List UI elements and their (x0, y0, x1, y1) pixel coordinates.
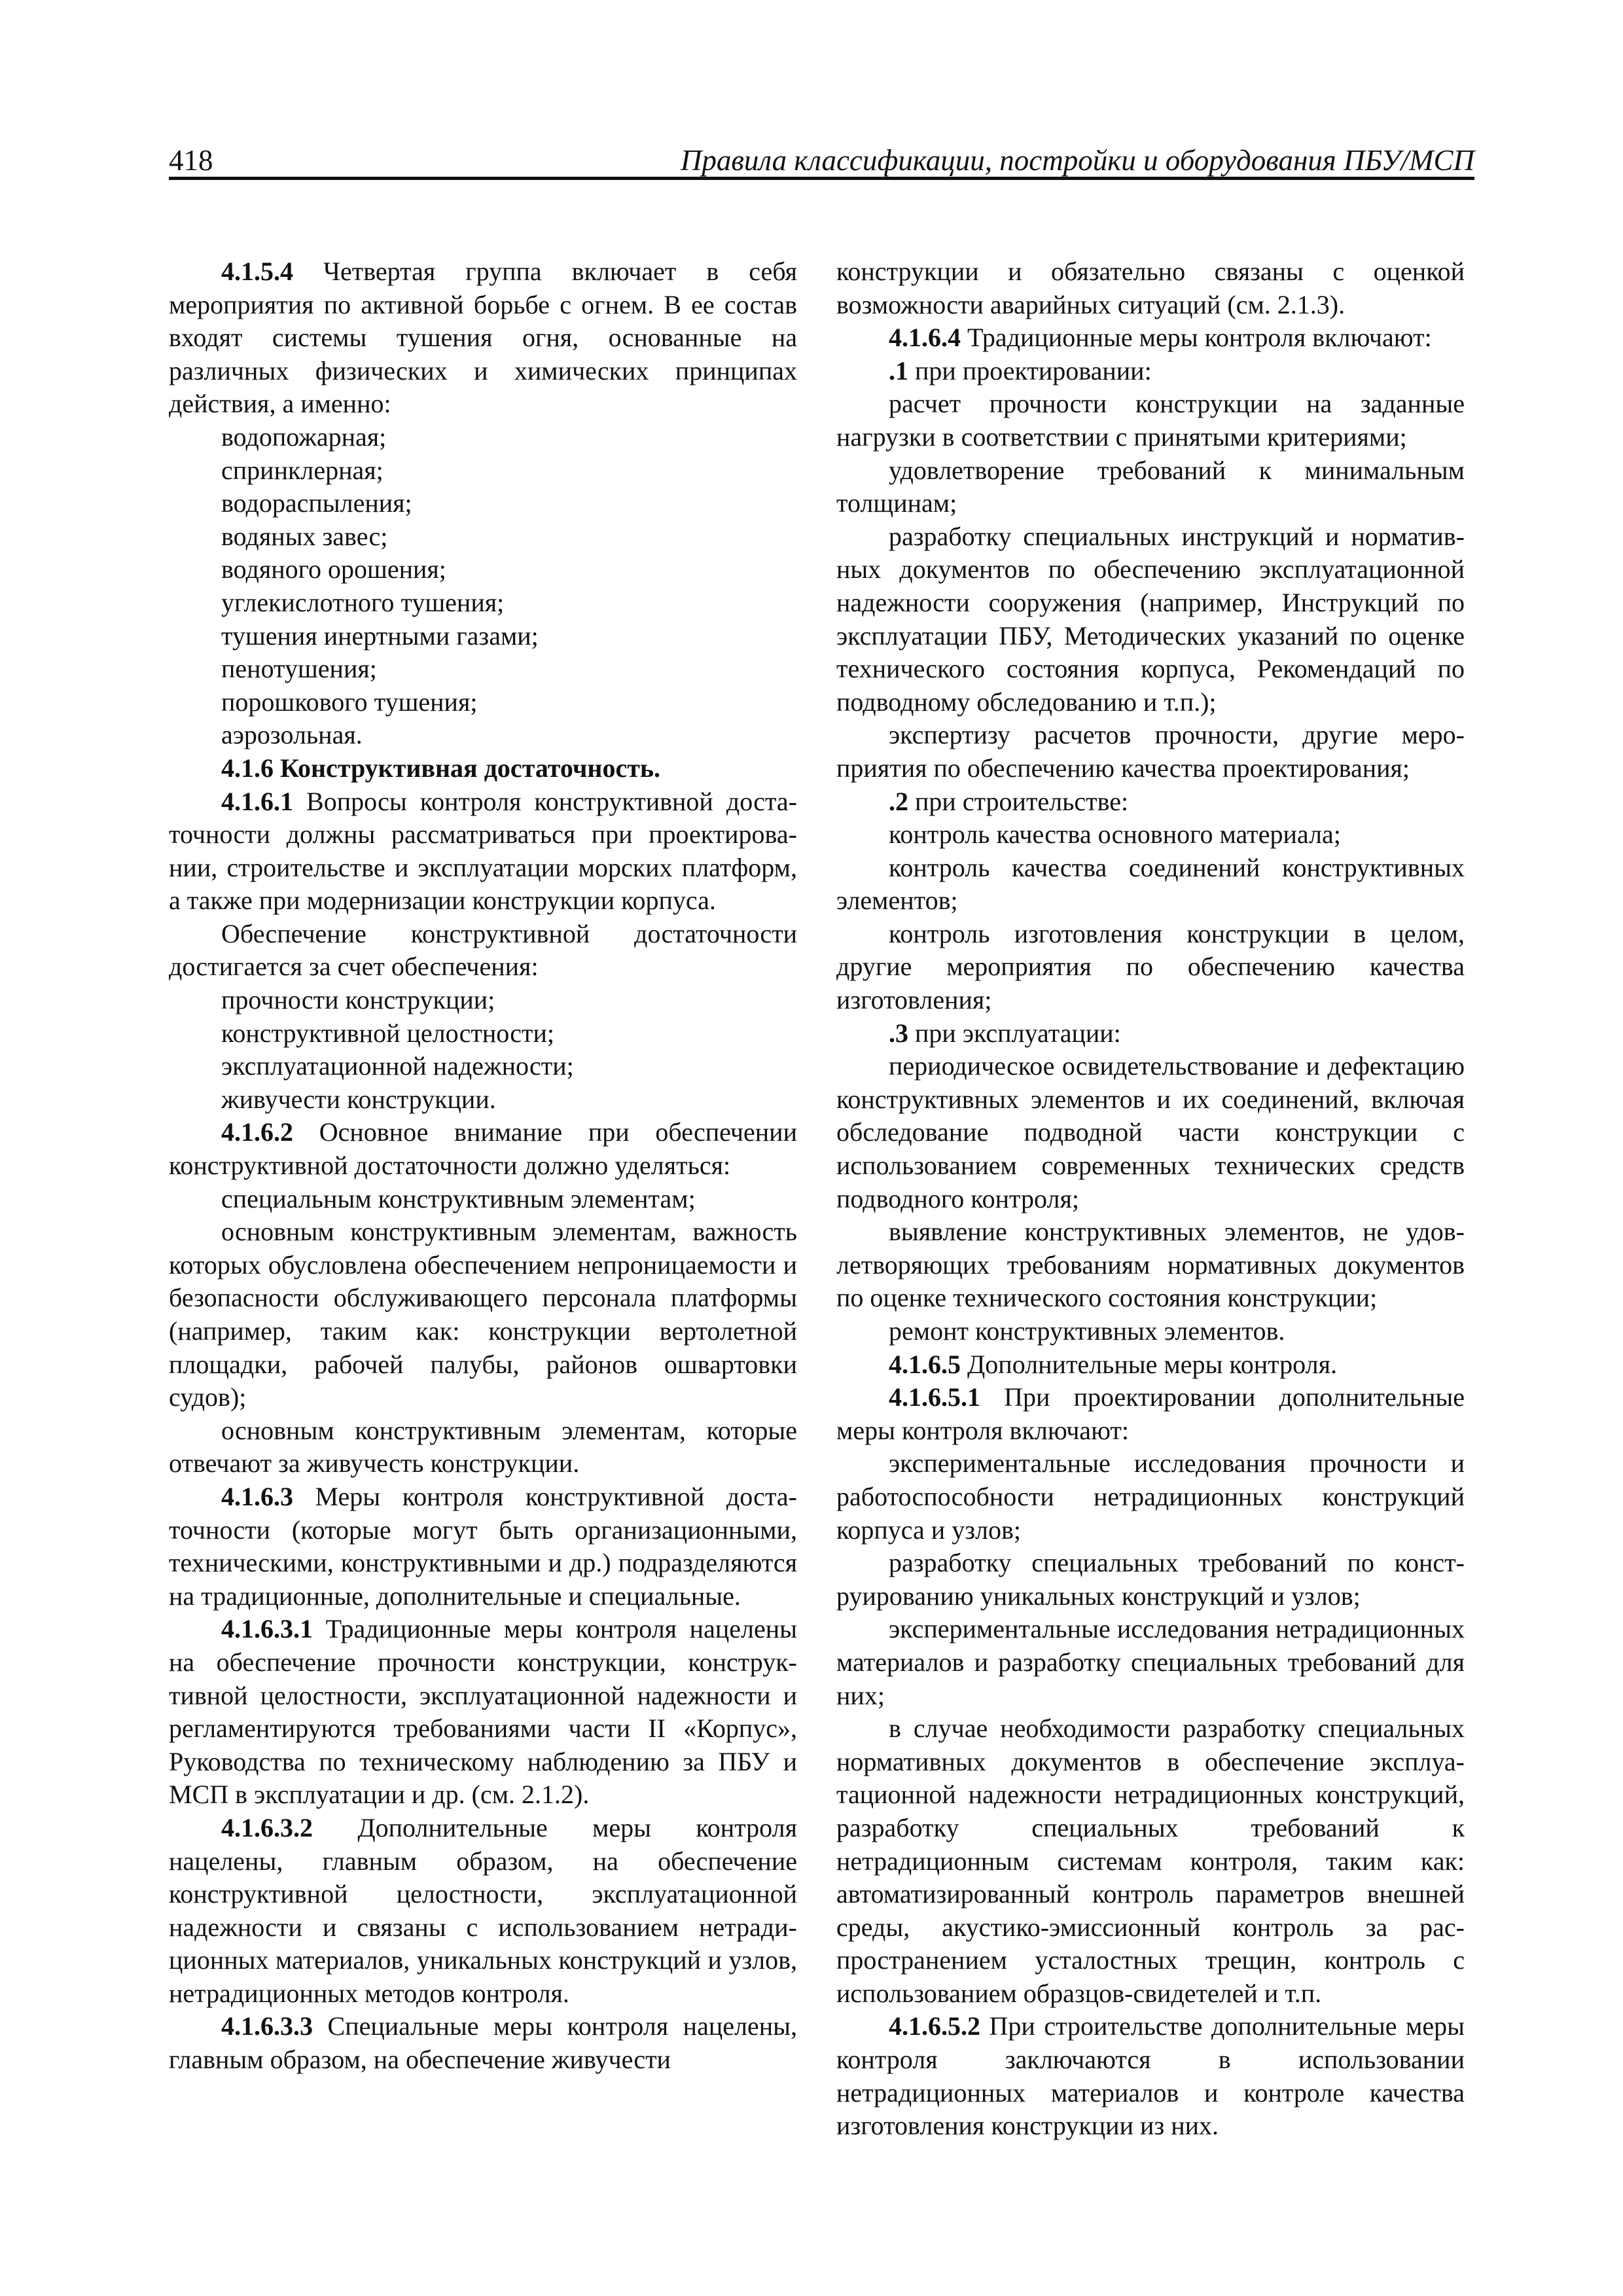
clause-number: .1 (889, 355, 908, 386)
paragraph-text: При проектировании дополнительные меры контроля включают: (836, 1382, 1465, 1445)
paragraph (836, 387, 1465, 454)
paragraph (836, 454, 1465, 520)
paragraph-text: Традиционные меры контроля включают: (961, 323, 1432, 353)
paragraph (836, 1348, 1465, 1382)
paragraph (836, 2010, 1465, 2142)
clause-number: 4.1.6.5.1 (889, 1382, 980, 1412)
paragraph (169, 1017, 797, 1050)
paragraph (836, 1017, 1465, 1050)
paragraph-text: расчет прочности конструкции на заданные нагрузки в соответствии с принятыми критериями; (836, 389, 1465, 452)
paragraph-text: основным конструктивным элементам, важность которых обусловлена обеспечением непроницаемости и безопасности обслуживающего персонала платформы (например, таким как: конструкции вертолетной площадки, рабочей палубы, районов ошвартовки судов); (169, 1217, 797, 1412)
paragraph (169, 487, 797, 520)
paragraph-text: в случае необходимости разработку специальных нормативных документов в обеспечение эксплуатационной надежности нетрадиционных конструкций, разработку специальных требований к нетрадиционным системам контроля, таким как: автоматизированный контроль параметров внешней среды, акустико-эмиссионный контроль за распространением усталостных трещин, контроль с использованием образцов-свидетелей и т.п. (836, 1713, 1465, 2008)
paragraph-text: пенотушения; (221, 654, 377, 684)
clause-number: 4.1.6.4 (889, 323, 961, 353)
paragraph (836, 918, 1465, 1017)
paragraph-text: при проектировании: (908, 355, 1152, 386)
left-column (169, 255, 797, 2077)
paragraph (169, 653, 797, 686)
paragraph-text: живучести конструкции. (221, 1084, 496, 1114)
paragraph-text: спринклерная; (221, 455, 383, 485)
paragraph-text: тушения инертными газами; (221, 620, 539, 651)
paragraph (169, 984, 797, 1017)
clause-number: 4.1.6.3.3 (221, 2011, 313, 2041)
paragraph-text: водяных завес; (221, 521, 388, 551)
paragraph (836, 321, 1465, 355)
paragraph-text: при строительстве: (908, 786, 1129, 816)
paragraph (169, 620, 797, 653)
paragraph (169, 752, 797, 785)
header-rule (169, 177, 1474, 180)
paragraph (169, 255, 797, 421)
right-column (836, 255, 1465, 2143)
clause-number: 4.1.6.3.1 (221, 1614, 313, 1644)
paragraph-text: выявление конструктивных элементов, не удовлетворяющих требованиям нормативных документов по оценке технического состояния конструкции; (836, 1217, 1465, 1313)
clause-number: 4.1.6 Конструктивная достаточность. (221, 753, 661, 783)
paragraph-text: разработку специальных требований по конструированию уникальных конструкций и узлов; (836, 1548, 1465, 1611)
paragraph-text: Четвертая группа включает в себя мероприятия по активной борьбе с огнем. В ее состав входят системы тушения огня, основанные на различных физических и химических принципах действия, а именно: (169, 257, 797, 419)
paragraph-text: специальным конструктивным элементам; (221, 1183, 696, 1213)
paragraph (836, 1547, 1465, 1613)
paragraph-text: контроль качества соединений конструктивных элементов; (836, 852, 1465, 916)
paragraph-text: порошкового тушения; (221, 687, 478, 717)
paragraph (836, 1447, 1465, 1547)
paragraph-text: контроль качества основного материала; (889, 819, 1341, 850)
clause-number: 4.1.6.3.2 (221, 1812, 313, 1842)
paragraph-text: водопожарная; (221, 422, 387, 452)
paragraph-text: при эксплуатации: (908, 1018, 1121, 1048)
paragraph (836, 1381, 1465, 1447)
paragraph (836, 1613, 1465, 1712)
paragraph-text: водораспыления; (221, 488, 412, 518)
paragraph (169, 1812, 797, 2011)
paragraph-text: разработку специальных инструкций и нормативных документов по обеспечению эксплуатационной надежности сооружения (например, Инструкций по эксплуатации ПБУ, Методических указаний по оценке технического состояния корпуса, Рекомендаций по подводному обследованию и т.п.); (836, 521, 1465, 717)
paragraph-text: водяного орошения; (221, 554, 446, 584)
paragraph (169, 1480, 797, 1613)
paragraph (836, 1215, 1465, 1315)
paragraph (836, 355, 1465, 388)
paragraph (836, 1050, 1465, 1215)
clause-number: 4.1.6.2 (221, 1117, 293, 1147)
paragraph (169, 1613, 797, 1812)
page-header (169, 141, 1474, 180)
paragraph-text: При строительстве дополнительные меры контроля заключаются в использовании нетрадиционных материалов и контроле качества изготовления конструкции из них. (836, 2011, 1465, 2141)
paragraph-text: ремонт конструктивных элементов. (889, 1316, 1285, 1346)
clause-number: .2 (889, 786, 908, 816)
paragraph-text: конструктивной целостности; (221, 1018, 555, 1048)
paragraph-text: Вопросы контроля конструктивной достаточности должны рассматриваться при проектировании, строительстве и эксплуатации морских платформ, а также при модернизации конструкции корпуса. (169, 786, 797, 916)
paragraph (169, 454, 797, 488)
paragraph (836, 818, 1465, 852)
paragraph (169, 520, 797, 554)
paragraph (169, 1414, 797, 1480)
paragraph-text: прочности конструкции; (221, 985, 495, 1015)
paragraph-text: Основное внимание при обеспечении конструктивной достаточности должно уделяться: (169, 1117, 797, 1181)
paragraph (169, 918, 797, 984)
paragraph (169, 586, 797, 620)
paragraph (169, 1116, 797, 1182)
paragraph-text: удовлетворение требований к минимальным толщинам; (836, 455, 1465, 518)
paragraph-text: углекислотного тушения; (221, 587, 505, 617)
clause-number: .3 (889, 1018, 908, 1048)
paragraph (169, 2010, 797, 2076)
paragraph-text: эксплуатационной надежности; (221, 1051, 574, 1081)
paragraph (169, 686, 797, 719)
paragraph-text: Специальные меры контроля нацелены, главным образом, на обеспечение живучести (169, 2011, 797, 2075)
paragraph (836, 1712, 1465, 2010)
paragraph (169, 421, 797, 454)
paragraph (169, 1083, 797, 1117)
paragraph-text: экспериментальные исследования прочности и работоспособности нетрадиционных конструкций корпуса и узлов; (836, 1448, 1465, 1545)
paragraph-text: экспертизу расчетов прочности, другие мероприятия по обеспечению качества проектирования; (836, 720, 1465, 783)
paragraph (169, 1050, 797, 1083)
paragraph (836, 520, 1465, 719)
paragraph (836, 719, 1465, 785)
paragraph-text: аэрозольная. (221, 720, 363, 750)
paragraph (169, 1183, 797, 1216)
paragraph (169, 553, 797, 586)
running-title: Правила классификации, постройки и оборудования ПБУ/МСП (680, 144, 1474, 177)
paragraph-text: Меры контроля конструктивной достаточности (которые могут быть организационными, техническими, конструктивными и др.) подразделяются на традиционные, дополнительные и специальные. (169, 1481, 797, 1611)
paragraph (169, 785, 797, 918)
paragraph-text: периодическое освидетельствование и дефектацию конструктивных элементов и их соединений, включая обследование подводной части конструкции с использованием современных технических средств подводного контроля; (836, 1051, 1465, 1213)
paragraph (169, 719, 797, 752)
paragraph (836, 1315, 1465, 1348)
paragraph-text: контроль изготовления конструкции в целом, другие мероприятия по обеспечению качества изготовления; (836, 918, 1465, 1015)
clause-number: 4.1.6.5 (889, 1349, 961, 1379)
paragraph-text: основным конструктивным элементам, которые отвечают за живучесть конструкции. (169, 1415, 797, 1479)
page-number: 418 (169, 144, 213, 177)
clause-number: 4.1.6.3 (221, 1481, 293, 1511)
paragraph-text: конструкции и обязательно связаны с оценкой возможности аварийных ситуаций (см. 2.1.3). (836, 257, 1465, 319)
paragraph-text: Дополнительные меры контроля нацелены, главным образом, на обеспечение конструктивной целостности, эксплуатационной надежности и связаны с использованием нетрадиционных материалов, уникальных конструкций и узлов, нетрадиционных методов контроля. (169, 1812, 797, 2008)
paragraph (169, 1215, 797, 1414)
clause-number: 4.1.6.1 (221, 786, 293, 816)
paragraph-text: Обеспечение конструктивной достаточности достигается за счет обеспечения: (169, 918, 797, 982)
clause-number: 4.1.6.5.2 (889, 2011, 980, 2041)
clause-number: 4.1.5.4 (221, 257, 293, 286)
paragraph (836, 785, 1465, 819)
paragraph-text: Дополнительные меры контроля. (961, 1349, 1337, 1379)
paragraph (836, 255, 1465, 321)
paragraph-text: Традиционные меры контроля нацелены на обеспечение прочности конструкции, конструктивной целостности, эксплуатационной надежности и регламентируются требованиями части II «Корпус», Руководства по техническому наблюдению за ПБУ и МСП в эксплуатации и др. (см. 2.1.2). (169, 1614, 797, 1810)
paragraph-text: экспериментальные исследования нетрадиционных материалов и разработку специальных требований для них; (836, 1614, 1465, 1710)
paragraph (836, 852, 1465, 918)
